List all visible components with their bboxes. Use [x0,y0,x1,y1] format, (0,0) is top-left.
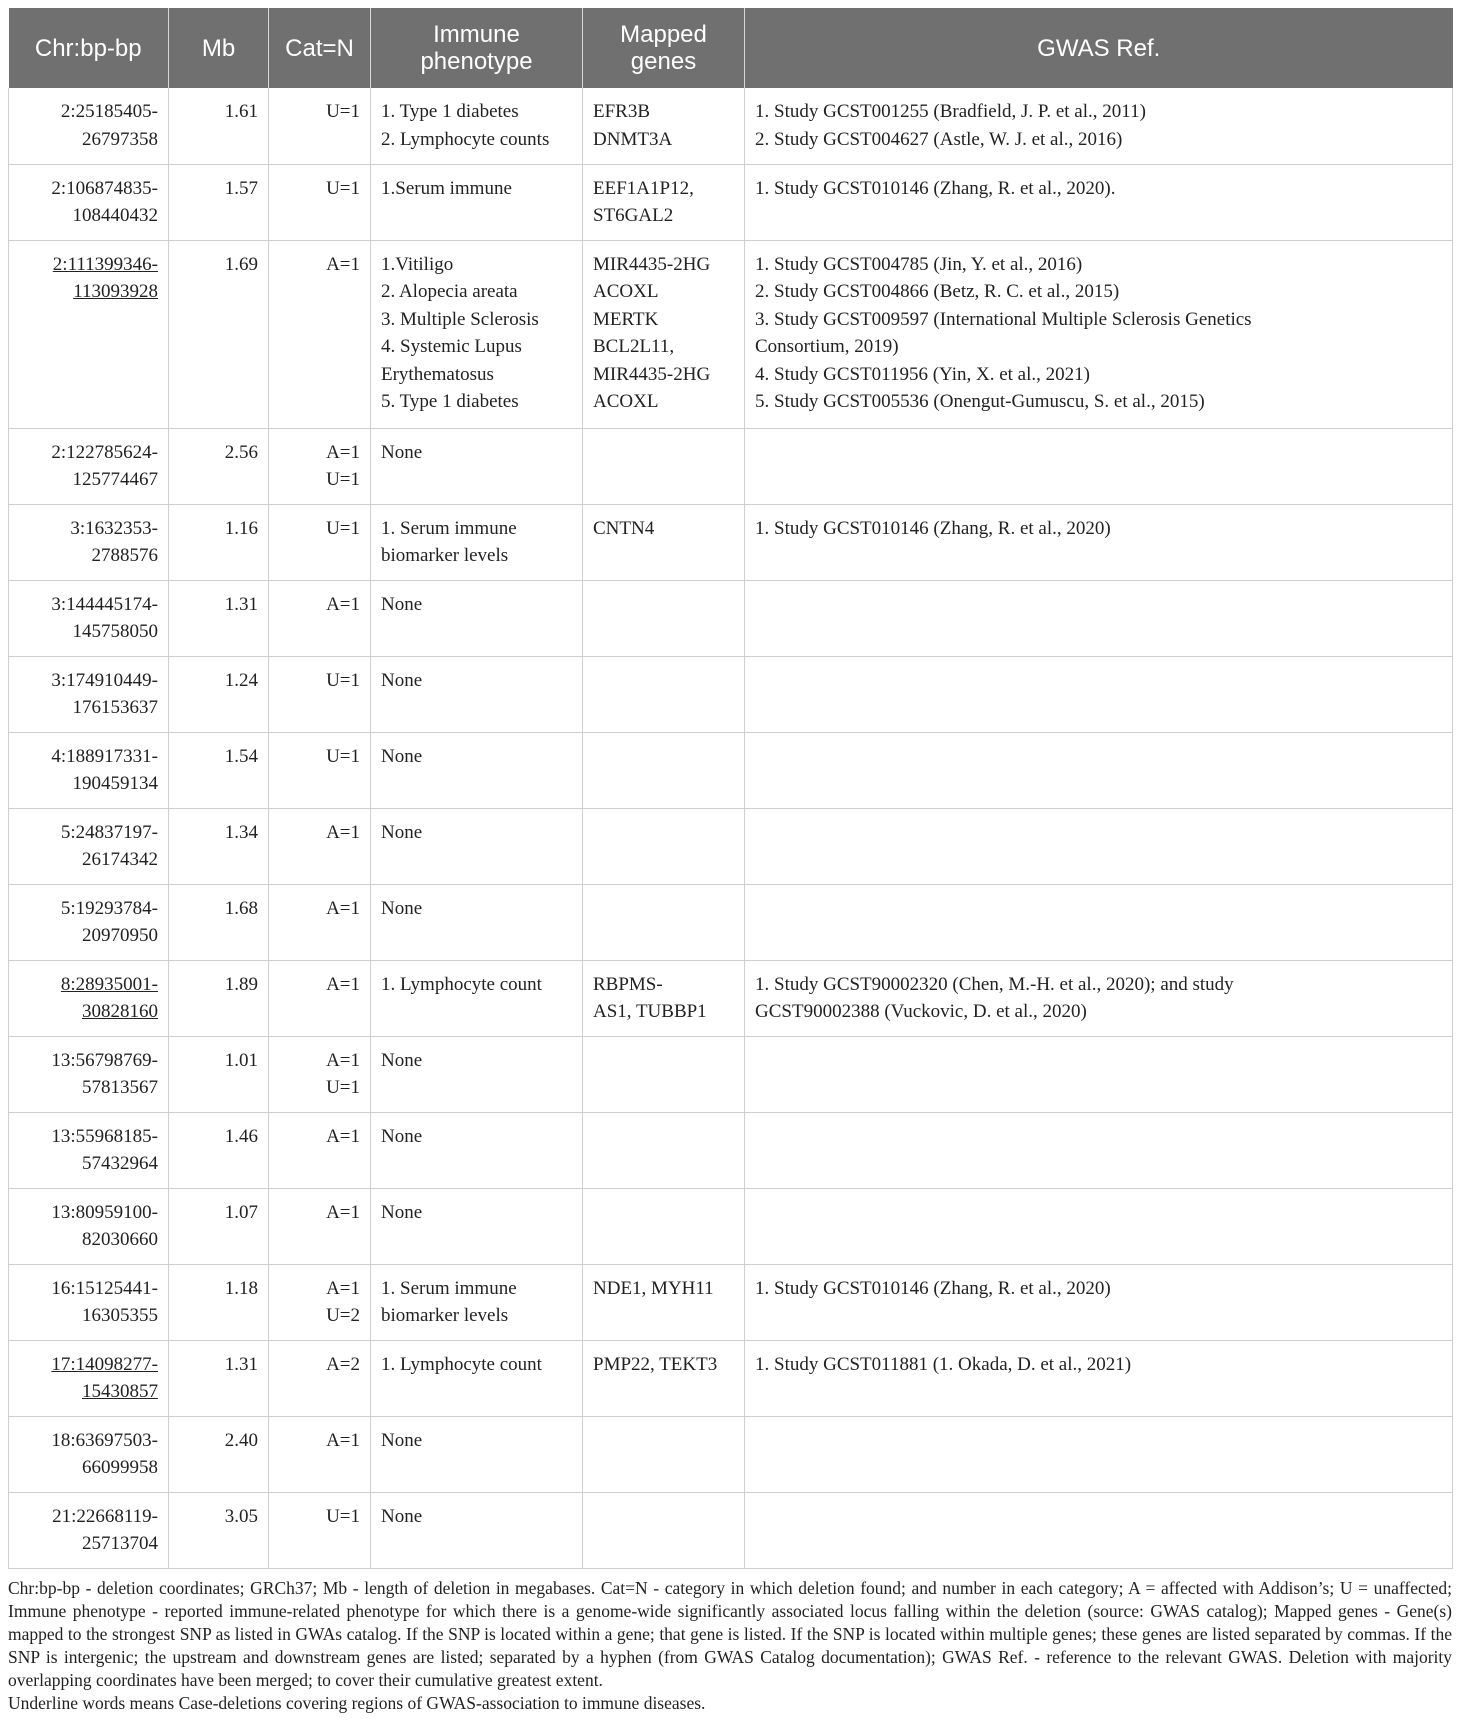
cell-line: None [381,593,423,615]
cell-mb: 1.31 [169,1340,269,1416]
cell-line: 1. Type 1 diabetes [381,101,519,122]
table-row [9,884,1453,960]
cell-mapped-genes [583,1036,745,1112]
cell-line: 1. Study GCST001255 (Bradfield, J. P. et al., 2011) [755,101,1146,122]
cell-mb: 1.61 [169,88,269,164]
cell-line: A=1 [326,1049,360,1071]
header-gwas-ref: GWAS Ref. [745,8,1453,88]
cell-category [269,504,371,580]
cell-mb: 1.07 [169,1188,269,1264]
cell-line: A=1 [326,1201,360,1223]
cell-mapped-genes [583,1416,745,1492]
cell-line: 1. Study GCST010146 (Zhang, R. et al., 2020). [755,177,1116,199]
cell-immune-phenotype [371,1416,583,1492]
deletions-table [8,8,1453,1569]
cell-line: 2:122785624- [51,441,158,463]
cell-line: None [381,1429,423,1451]
cell-coordinates [9,1492,169,1568]
cell-line: 176153637 [72,697,158,718]
cell-line: 15430857 [82,1381,158,1402]
cell-coordinates [9,884,169,960]
cell-gwas-ref [745,504,1453,580]
cell-mapped-genes [583,808,745,884]
cell-mapped-genes [583,960,745,1036]
cell-mapped-genes [583,1264,745,1340]
cell-mapped-genes [583,1112,745,1188]
cell-line: A=1 [326,973,360,995]
cell-immune-phenotype [371,240,583,428]
cell-line: 5:24837197- [60,821,158,843]
header-mapped-genes: Mapped genes [583,8,745,88]
cell-category [269,732,371,808]
cell-mapped-genes [583,1188,745,1264]
cell-line: U=2 [326,1305,360,1326]
cell-category [269,1036,371,1112]
header-chr-bp: Chr:bp-bp [9,8,169,88]
cell-line: A=1 [326,1125,360,1147]
cell-gwas-ref [745,428,1453,504]
cell-line: 57813567 [82,1077,158,1098]
cell-line: 2. Study GCST004627 (Astle, W. J. et al., 2016) [755,128,1123,150]
cell-line: 82030660 [82,1229,158,1250]
cell-line: U=1 [326,101,360,122]
cell-line: MERTK [593,308,659,330]
cell-category [269,1340,371,1416]
cell-gwas-ref [745,732,1453,808]
cell-gwas-ref [745,1264,1453,1340]
cell-line: GCST90002388 (Vuckovic, D. et al., 2020) [755,1001,1087,1022]
cell-line: EFR3B [593,101,651,122]
cell-line: 1. Study GCST010146 (Zhang, R. et al., 2020) [755,1277,1111,1299]
cell-line: 8:28935001- [60,973,158,995]
cell-mapped-genes [583,240,745,428]
cell-line: 4. Systemic Lupus [381,336,522,357]
cell-coordinates [9,732,169,808]
cell-line: 13:80959100- [51,1201,158,1223]
cell-line: U=1 [326,669,360,691]
cell-line: A=1 [326,253,360,275]
cell-line: Consortium, 2019) [755,336,899,357]
cell-coordinates [9,808,169,884]
cell-mb: 1.01 [169,1036,269,1112]
cell-mb: 1.46 [169,1112,269,1188]
cell-line: 1. Serum immune [381,1277,517,1299]
cell-line: 1.Vitiligo [381,253,454,275]
cell-gwas-ref [745,960,1453,1036]
cell-line: ST6GAL2 [593,205,674,226]
table-row [9,1264,1453,1340]
cell-immune-phenotype [371,808,583,884]
cell-coordinates [9,580,169,656]
cell-line: 5:19293784- [60,897,158,919]
cell-coordinates [9,164,169,240]
cell-line: 3. Multiple Sclerosis [381,308,539,330]
table-row [9,1036,1453,1112]
cell-immune-phenotype [371,164,583,240]
cell-line: None [381,441,423,463]
cell-line: A=1 [326,1277,360,1299]
cell-immune-phenotype [371,732,583,808]
cell-line: 3:1632353- [70,517,158,539]
header-mb: Mb [169,8,269,88]
cell-line: 16305355 [82,1305,158,1326]
cell-line: 2788576 [91,545,158,566]
footnote-underline-note: Underline words means Case-deletions covering regions of GWAS-association to immune diseases. [8,1692,706,1713]
cell-line: 1. Lymphocyte count [381,1353,542,1375]
cell-category [269,1264,371,1340]
cell-gwas-ref [745,656,1453,732]
cell-category [269,808,371,884]
cell-line: NDE1, MYH11 [593,1277,714,1299]
cell-mapped-genes [583,884,745,960]
cell-mb: 1.69 [169,240,269,428]
cell-category [269,88,371,164]
cell-line: 2. Lymphocyte counts [381,128,550,150]
cell-line: 2:106874835- [51,177,158,199]
cell-line: 21:22668119- [52,1505,158,1527]
cell-mapped-genes [583,580,745,656]
cell-coordinates [9,1036,169,1112]
cell-line: 26174342 [82,849,158,870]
cell-line: 113093928 [73,281,158,302]
cell-immune-phenotype [371,884,583,960]
cell-category [269,580,371,656]
table-row [9,164,1453,240]
cell-immune-phenotype [371,1112,583,1188]
footnote-definitions: Chr:bp-bp - deletion coordinates; GRCh37; Mb - length of deletion in megabases. Cat=N - category in which deletion found; and number in each category; A = affected with Addison’s; U = unaffected; Immune phenotype - reported immune-related phenotype for which there is a genome-wide significantly associated locus falling within the deletion (source: GWAS catalog); Mapped genes - Gene(s) mapped to the strongest SNP as listed in GWAs catalog. If the SNP is located within a gene; that gene is listed. If the SNP is located within multiple genes; these genes are listed separated by commas. If the SNP is intergenic; the upstream and downstream genes are listed; separated by a hyphen (from GWAS Catalog documentation); GWAS Ref. - reference to the relevant GWAS. Deletion with majority overlapping coordinates have been merged; to cover their cumulative greatest extent. [8,1577,1452,1690]
cell-coordinates [9,88,169,164]
cell-line: DNMT3A [593,128,673,150]
cell-immune-phenotype [371,580,583,656]
table-row [9,1340,1453,1416]
table-footnote [8,1577,1452,1715]
cell-gwas-ref [745,1340,1453,1416]
table-body [9,88,1453,1568]
cell-line: 1.Serum immune [381,177,512,199]
cell-line: A=1 [326,1429,360,1451]
cell-line: 1. Study GCST011881 (1. Okada, D. et al., 2021) [755,1353,1132,1375]
table-row [9,88,1453,164]
cell-mapped-genes [583,164,745,240]
cell-line: 26797358 [82,128,158,150]
table-header-row [9,8,1453,88]
cell-gwas-ref [745,240,1453,428]
cell-line: 1. Study GCST004785 (Jin, Y. et al., 2016) [755,253,1083,275]
cell-line: 2. Study GCST004866 (Betz, R. C. et al., 2015) [755,281,1120,302]
cell-immune-phenotype [371,1036,583,1112]
cell-mb: 1.57 [169,164,269,240]
cell-line: U=1 [326,469,360,490]
cell-line: None [381,821,423,843]
cell-line: 57432964 [82,1153,158,1174]
cell-gwas-ref [745,1112,1453,1188]
table-row [9,580,1453,656]
cell-line: 30828160 [82,1001,158,1022]
cell-mb: 1.68 [169,884,269,960]
cell-line: 3:144445174- [51,593,158,615]
cell-line: 108440432 [72,205,158,226]
cell-line: 190459134 [72,773,158,794]
cell-line: 1. Study GCST90002320 (Chen, M.-H. et al., 2020); and study [755,973,1234,995]
cell-gwas-ref [745,1416,1453,1492]
table-row [9,960,1453,1036]
cell-gwas-ref [745,1188,1453,1264]
cell-line: 2:25185405- [60,101,158,122]
cell-line: ACOXL [593,391,659,412]
cell-gwas-ref [745,1492,1453,1568]
cell-category [269,240,371,428]
cell-mapped-genes [583,1492,745,1568]
cell-line: 2:111399346- [52,253,158,275]
cell-line: 145758050 [72,621,158,642]
cell-mapped-genes [583,428,745,504]
cell-line: None [381,1201,423,1223]
cell-line: 13:55968185- [51,1125,158,1147]
cell-mb: 2.40 [169,1416,269,1492]
table-row [9,240,1453,428]
cell-gwas-ref [745,884,1453,960]
cell-category [269,1188,371,1264]
cell-mb: 1.16 [169,504,269,580]
cell-gwas-ref [745,88,1453,164]
cell-coordinates [9,656,169,732]
cell-gwas-ref [745,1036,1453,1112]
cell-line: 5. Study GCST005536 (Onengut-Gumuscu, S. et al., 2015) [755,391,1205,412]
cell-gwas-ref [745,164,1453,240]
cell-gwas-ref [745,580,1453,656]
cell-line: biomarker levels [381,1305,509,1326]
cell-immune-phenotype [371,504,583,580]
cell-line: A=2 [326,1353,360,1375]
cell-line: 17:14098277- [51,1353,158,1375]
cell-line: A=1 [326,593,360,615]
cell-mb: 2.56 [169,428,269,504]
table-container [8,8,1452,1715]
cell-line: PMP22, TEKT3 [593,1353,718,1375]
cell-mb: 1.18 [169,1264,269,1340]
cell-mb: 1.54 [169,732,269,808]
cell-mb: 3.05 [169,1492,269,1568]
cell-mapped-genes [583,1340,745,1416]
table-row [9,732,1453,808]
cell-line: U=1 [326,517,360,539]
cell-immune-phenotype [371,428,583,504]
cell-immune-phenotype [371,88,583,164]
table-row [9,1416,1453,1492]
cell-line: 3:174910449- [51,669,158,691]
cell-line: None [381,1049,423,1071]
cell-line: 25713704 [82,1533,158,1554]
table-row [9,656,1453,732]
cell-line: None [381,745,423,767]
cell-line: None [381,1125,423,1147]
cell-coordinates [9,960,169,1036]
cell-mapped-genes [583,732,745,808]
cell-immune-phenotype [371,656,583,732]
cell-line: None [381,1505,423,1527]
cell-category [269,656,371,732]
cell-line: U=1 [326,745,360,767]
cell-line: biomarker levels [381,545,509,566]
cell-mapped-genes [583,656,745,732]
cell-line: 4. Study GCST011956 (Yin, X. et al., 2021) [755,363,1090,385]
cell-category [269,1112,371,1188]
cell-mapped-genes [583,88,745,164]
cell-line: 1. Study GCST010146 (Zhang, R. et al., 2020) [755,517,1111,539]
cell-line: MIR4435-2HG [593,253,711,275]
cell-immune-phenotype [371,1188,583,1264]
cell-line: U=1 [326,1505,360,1527]
cell-line: 4:188917331- [51,745,158,767]
cell-immune-phenotype [371,1264,583,1340]
cell-coordinates [9,1188,169,1264]
cell-line: A=1 [326,821,360,843]
cell-mb: 1.31 [169,580,269,656]
cell-coordinates [9,1264,169,1340]
table-row [9,1112,1453,1188]
cell-coordinates [9,428,169,504]
cell-mb: 1.34 [169,808,269,884]
cell-coordinates [9,240,169,428]
cell-line: CNTN4 [593,517,655,539]
cell-line: 5. Type 1 diabetes [381,391,519,412]
cell-mapped-genes [583,504,745,580]
cell-line: BCL2L11, [593,336,675,357]
table-row [9,504,1453,580]
cell-line: U=1 [326,1077,360,1098]
cell-line: 3. Study GCST009597 (International Multiple Sclerosis Genetics [755,308,1252,330]
table-row [9,1188,1453,1264]
cell-category [269,884,371,960]
header-immune-phenotype: Immune phenotype [371,8,583,88]
cell-line: None [381,897,423,919]
cell-mb: 1.89 [169,960,269,1036]
cell-line: 66099958 [82,1457,158,1478]
cell-line: A=1 [326,897,360,919]
cell-line: None [381,669,423,691]
cell-line: 13:56798769- [51,1049,158,1071]
cell-immune-phenotype [371,1492,583,1568]
table-row [9,1492,1453,1568]
cell-coordinates [9,1340,169,1416]
cell-coordinates [9,1416,169,1492]
table-row [9,808,1453,884]
cell-line: MIR4435-2HG [593,363,711,385]
cell-line: U=1 [326,177,360,199]
cell-line: AS1, TUBBP1 [593,1001,707,1022]
cell-line: 1. Lymphocyte count [381,973,542,995]
cell-line: 125774467 [72,469,158,490]
cell-line: RBPMS- [593,973,663,995]
cell-coordinates [9,1112,169,1188]
cell-category [269,1492,371,1568]
cell-immune-phenotype [371,1340,583,1416]
cell-mb: 1.24 [169,656,269,732]
cell-category [269,960,371,1036]
cell-line: EEF1A1P12, [593,177,694,199]
cell-line: 16:15125441- [51,1277,158,1299]
cell-category [269,428,371,504]
cell-line: 18:63697503- [51,1429,158,1451]
cell-line: ACOXL [593,281,659,302]
cell-line: 1. Serum immune [381,517,517,539]
cell-immune-phenotype [371,960,583,1036]
header-cat: Cat=N [269,8,371,88]
cell-line: Erythematosus [381,363,494,385]
cell-line: 20970950 [82,925,158,946]
cell-line: 2. Alopecia areata [381,281,518,302]
cell-category [269,164,371,240]
table-row [9,428,1453,504]
cell-line: A=1 [326,441,360,463]
cell-coordinates [9,504,169,580]
cell-category [269,1416,371,1492]
cell-gwas-ref [745,808,1453,884]
